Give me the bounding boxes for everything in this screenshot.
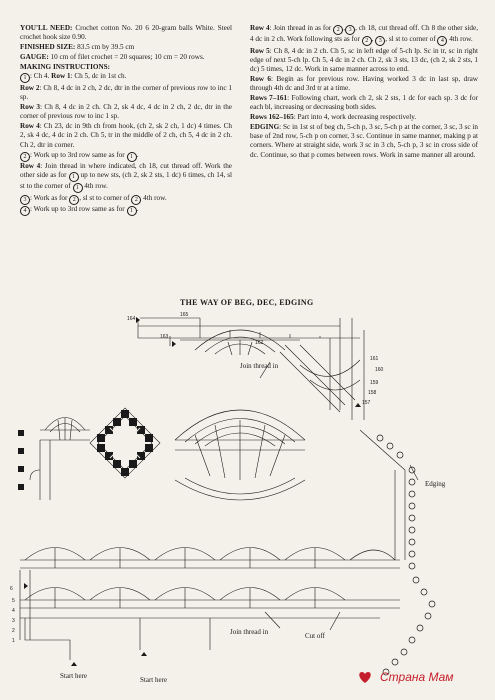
edging-right (360, 430, 405, 560)
row3-paragraph: Row 3: Ch 8, 4 dc in 2 ch. Ch 2, sk 4 dc, 4 dc in 2 ch, 2 dc, dtr in the corner of previous row to inc 1 sp. (20, 103, 232, 121)
r-edging-paragraph: EDGING: Sc in 1st st of beg ch, 5-ch p, 3 sc, 5-ch p at the corner, 3 sc, 3 sc in base of 2nd row, 5-ch p on corner, 3 sc. Continue in same manner, making p at corners. Where at straight side, work 3 sc in 3 ch, 5-ch p, 3 sc in cross side of dc. Continue, so that p comes between rows. Work in same manner all around. (250, 122, 478, 159)
step3-paragraph: 3 : Work as for 2 , sl st to corner of 2 4th row. (20, 194, 232, 205)
making-heading: MAKING INSTRUCTIONS: (20, 62, 111, 71)
size-text: 83.5 cm by 39.5 cm (77, 43, 135, 52)
needs-label: YOU'LL NEED: (20, 24, 73, 32)
fan-motif-top (195, 330, 285, 355)
central-fan-motif (175, 410, 305, 500)
row-number-164: 164 (127, 316, 136, 322)
start-here-label-right: Start here (140, 676, 168, 684)
row-number-159: 159 (370, 380, 379, 386)
row-number-165: 165 (180, 312, 189, 318)
row-number-160: 160 (375, 367, 384, 373)
size-label: FINISHED SIZE: (20, 43, 76, 52)
heart-logo-icon (356, 668, 374, 686)
r-row4-paragraph: Row 4: Join thread in as for 2 , 3 , ch 18, cut thread off. Ch 8 the other side, 4 dc in 2 ch. Work following sts as for 2 , 3 , sl st to corner of 4 4th row. (250, 24, 478, 44)
site-watermark: Страна Мам (380, 670, 454, 684)
r-rows7-paragraph: Rows 7–161: Following chart, work ch 2, sk 2 sts, 1 dc for each sp. 3 dc for each bl, increasing or decreasing both sides. (250, 93, 478, 112)
arrow-markers (24, 317, 361, 666)
row-number-6: 6 (10, 586, 13, 592)
row4-paragraph: Row 4: Ch 23, dc in 9th ch from hook, (ch 2, sk 2 ch, 1 dc) 4 times. Ch 2, sk 4 dc, 4 dc in 2 ch. Ch 5, tr in the middle of 2 ch, ch 5, 4 dc in 2 ch. Ch 2, dtr in corner. (20, 122, 232, 149)
gauge-label: GAUGE: (20, 52, 49, 61)
row2-paragraph: Row 2: Ch 8, 4 dc in 2 ch, 2 dc, dtr in the corner of previous row to inc 1 sp. (20, 83, 233, 102)
row-number-161: 161 (370, 356, 379, 362)
row-number-162: 162 (255, 340, 264, 346)
start-here-label-left: Start here (60, 672, 88, 680)
filet-key (18, 430, 24, 490)
diagonal-chart-right (280, 345, 360, 412)
row-number-4: 4 (12, 608, 15, 614)
picot-edging (377, 435, 435, 675)
row-number-163: 163 (160, 334, 169, 340)
pointer-lines (260, 362, 418, 630)
row-number-2: 2 (12, 628, 15, 634)
left-fan-motif (30, 418, 90, 501)
row4b-paragraph: Row 4: Join thread in where indicated, ch 18, cut thread off. Work the other side as for 1 up to new sts, (ch 2, sk 2 sts, 1 dc) 6 times, ch 14, sl st to the corner of 1 4th row. (20, 162, 233, 192)
row-number-5: 5 (12, 598, 15, 604)
needs-text: Crochet cotton No. 20 6 20-gram balls White. Steel crochet hook size 0.90. (20, 24, 233, 42)
edging-label: Edging (425, 480, 446, 488)
row-number-3: 3 (12, 618, 15, 624)
step4-paragraph: 4 : Work up to 3rd row same as for 1 . (20, 205, 232, 216)
bottom-fan-band (20, 548, 400, 661)
gauge-text: 10 cm of filet crochet = 20 squares; 10 cm = 20 rows. (50, 52, 205, 61)
r-row5-paragraph: Row 5: Ch 8, 4 dc in 2 ch. Ch 5, sc in left edge of 5-ch lp. Sc in tr, sc in right edge of next 5-ch lp. Ch 5, 4 dc in 2 ch. Ch 2, sk 3 sts, 13 dc, (ch 2, sk 2 sts, 1 dc) 5 times, 12 dc. Work in same manner across to end. (250, 46, 478, 74)
cut-off-label: Cut off (305, 632, 325, 640)
r-row6-paragraph: Row 6: Begin as for previous row. Having worked 3 dc in last sp, draw through 4th dc and 3rd tr at a time. (250, 74, 478, 93)
row-number-1: 1 (12, 638, 15, 644)
r-rows162-paragraph: Rows 162–165: Part into 4, work decreasing respectively. (250, 113, 417, 122)
row-number-158: 158 (368, 390, 377, 396)
row-number-157: 157 (362, 400, 371, 406)
step1-paragraph: 1 : Ch 4. Row 1: Ch 5, dc in 1st ch. (20, 72, 232, 83)
join-thread-label-top: Join thread in (240, 362, 279, 370)
step2-paragraph: 2 : Work up to 3rd row same as for 1 . (20, 151, 232, 162)
filet-diamond-motif (90, 408, 160, 478)
join-thread-label-bottom: Join thread in (230, 628, 269, 636)
diagram-title: THE WAY OF BEG, DEC, EDGING (180, 298, 314, 307)
